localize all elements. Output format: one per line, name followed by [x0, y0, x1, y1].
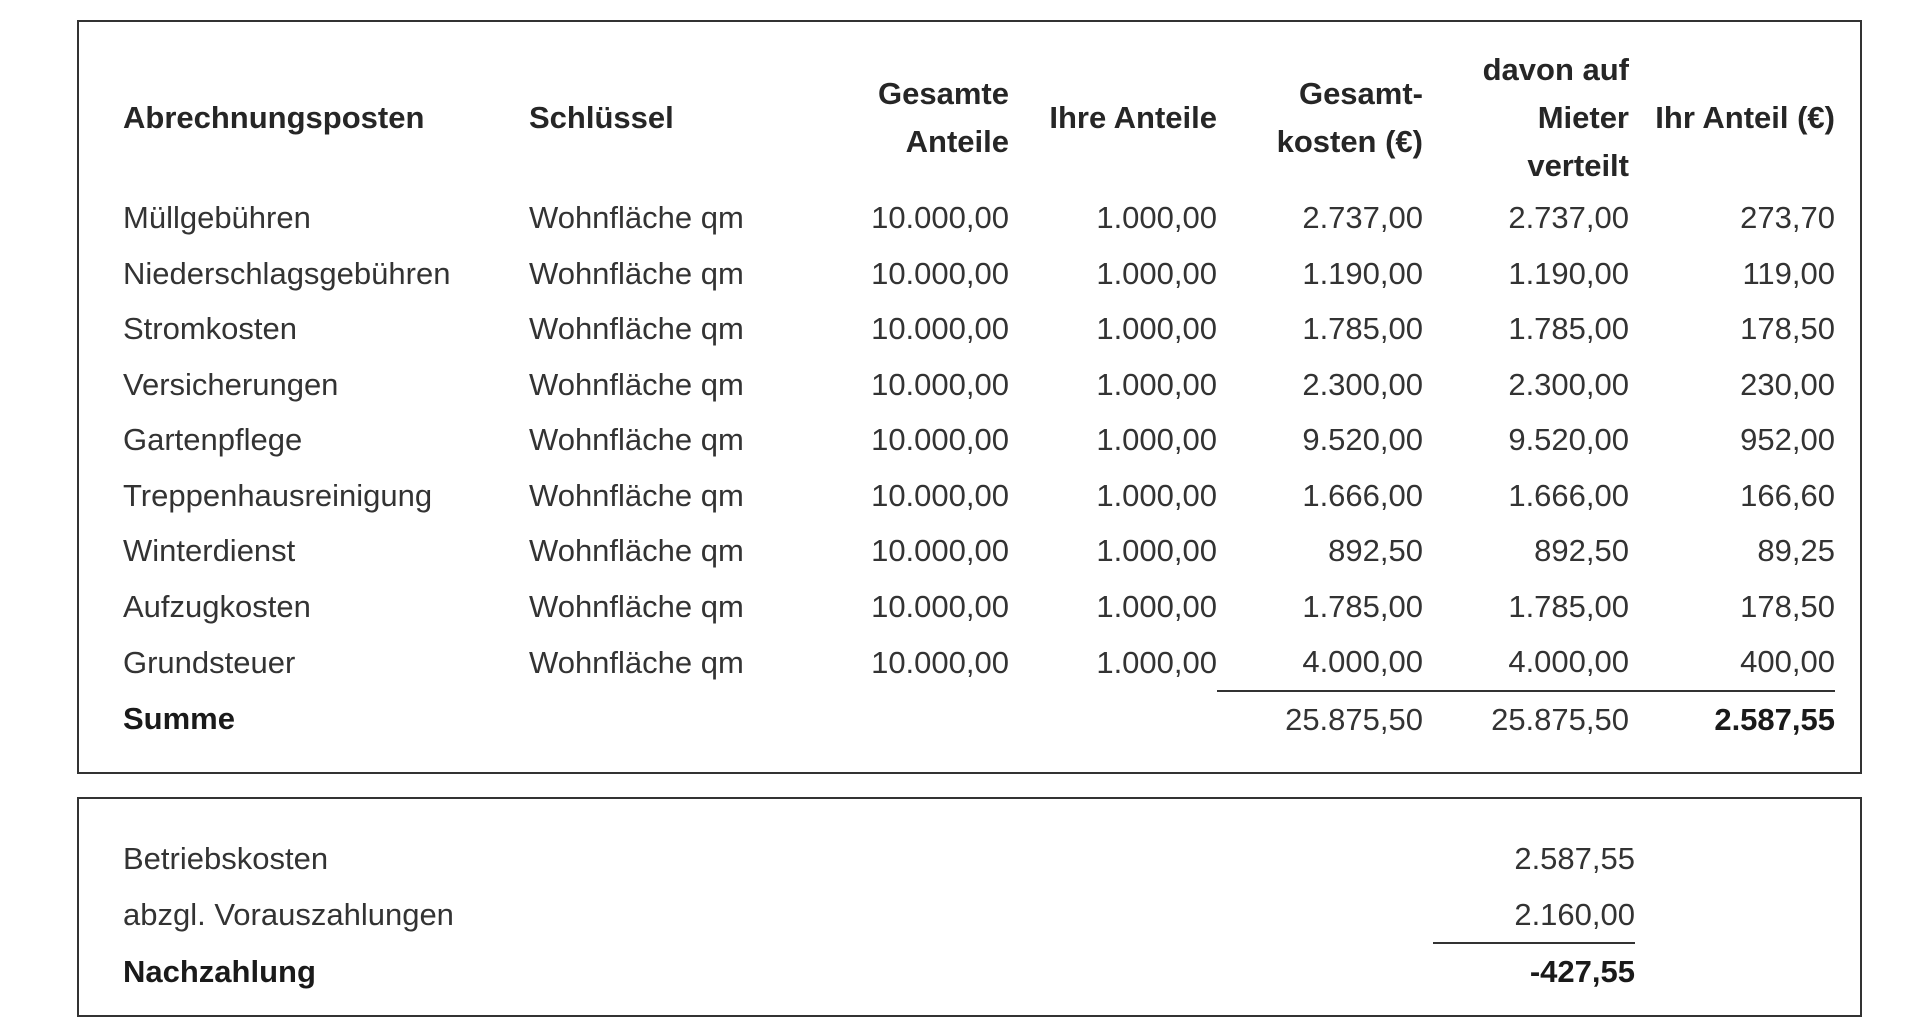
row-gesamte-anteile: 10.000,00: [871, 477, 1009, 513]
betriebskosten-label: Betriebskosten: [123, 841, 329, 876]
sum-mieter-verteilt: 25.875,50: [1491, 701, 1629, 737]
header-mieter-verteilt-line2: Mieter: [1537, 100, 1629, 135]
row-schluessel: Wohnfläche qm: [529, 588, 744, 624]
row-ihre-anteile: 1.000,00: [1096, 366, 1217, 402]
row-ihre-anteile: 1.000,00: [1096, 588, 1217, 624]
sum-gesamtkosten: 25.875,50: [1285, 701, 1423, 737]
row-ihre-anteile: 1.000,00: [1096, 200, 1217, 235]
header-mieter-verteilt: [1423, 46, 1629, 190]
table-row: [123, 468, 1835, 524]
header-abrechnungsposten: Abrechnungsposten: [123, 100, 425, 135]
row-gesamte-anteile: 10.000,00: [871, 533, 1009, 568]
row-ihr-anteil: 166,60: [1740, 477, 1835, 513]
nachzahlung-label: Nachzahlung: [123, 953, 316, 989]
row-gesamte-anteile: 10.000,00: [871, 422, 1009, 457]
table-header-row: [123, 46, 1835, 190]
row-gesamtkosten: 1.666,00: [1302, 477, 1423, 513]
sum-empty-cell: [809, 691, 1009, 748]
row-gesamtkosten: 9.520,00: [1302, 422, 1423, 457]
table-body: [123, 190, 1835, 691]
row-posten: Treppenhausreinigung: [123, 477, 433, 513]
header-mieter-verteilt-line1: davon auf: [1482, 52, 1629, 87]
row-ihre-anteile: 1.000,00: [1096, 255, 1217, 291]
row-schluessel: Wohnfläche qm: [529, 366, 744, 402]
row-ihr-anteil: 178,50: [1740, 588, 1835, 624]
cost-table-box: [77, 20, 1862, 774]
header-gesamte-anteile-line1: Gesamte: [878, 76, 1009, 111]
summary-row-betriebskosten: [123, 831, 1635, 887]
row-ihre-anteile: 1.000,00: [1096, 311, 1217, 346]
header-gesamtkosten-line1: Gesamt-: [1298, 76, 1423, 111]
row-mieter-verteilt: 9.520,00: [1508, 422, 1629, 457]
row-posten: Stromkosten: [123, 311, 298, 346]
row-schluessel: Wohnfläche qm: [529, 644, 744, 680]
header-gesamtkosten-line2: kosten (€): [1276, 124, 1423, 159]
table-row: [123, 190, 1835, 246]
row-posten: Grundsteuer: [123, 644, 296, 680]
sum-ihr-anteil: 2.587,55: [1714, 701, 1835, 737]
row-gesamtkosten: 1.785,00: [1302, 311, 1423, 346]
table-row: [123, 523, 1835, 579]
row-mieter-verteilt: 2.737,00: [1508, 200, 1629, 235]
row-schluessel: Wohnfläche qm: [529, 422, 744, 457]
row-mieter-verteilt: 2.300,00: [1508, 366, 1629, 402]
table-row: [123, 246, 1835, 302]
summary-row-nachzahlung: [123, 943, 1635, 1000]
row-ihr-anteil: 952,00: [1740, 422, 1835, 457]
summary-box: [77, 797, 1862, 1017]
row-gesamte-anteile: 10.000,00: [871, 255, 1009, 291]
row-ihr-anteil: 119,00: [1742, 255, 1835, 291]
summary-table: [123, 831, 1635, 1000]
header-gesamte-anteile-line2: Anteile: [905, 124, 1009, 159]
betriebskosten-value: 2.587,55: [1514, 841, 1635, 876]
row-ihr-anteil: 273,70: [1740, 200, 1835, 235]
row-posten: Gartenpflege: [123, 422, 303, 457]
table-row: [123, 634, 1835, 691]
cost-table: [123, 46, 1835, 747]
table-row: [123, 579, 1835, 635]
header-gesamte-anteile: [809, 46, 1009, 190]
row-schluessel: Wohnfläche qm: [529, 477, 744, 513]
row-mieter-verteilt: 1.666,00: [1508, 477, 1629, 513]
row-gesamte-anteile: 10.000,00: [871, 200, 1009, 235]
row-ihre-anteile: 1.000,00: [1096, 422, 1217, 457]
row-gesamte-anteile: 10.000,00: [871, 311, 1009, 346]
row-schluessel: Wohnfläche qm: [529, 255, 744, 291]
header-schluessel: Schlüssel: [529, 100, 674, 135]
row-schluessel: Wohnfläche qm: [529, 533, 744, 568]
row-schluessel: Wohnfläche qm: [529, 200, 744, 235]
header-ihre-anteile: Ihre Anteile: [1049, 100, 1217, 135]
table-row: [123, 301, 1835, 357]
vorauszahlungen-label: abzgl. Vorauszahlungen: [123, 897, 454, 932]
row-mieter-verteilt: 1.785,00: [1508, 588, 1629, 624]
row-gesamtkosten: 1.190,00: [1302, 255, 1423, 291]
row-ihr-anteil: 178,50: [1740, 311, 1835, 346]
sum-empty-cell: [1009, 691, 1217, 748]
row-ihre-anteile: 1.000,00: [1096, 644, 1217, 680]
row-mieter-verteilt: 1.785,00: [1508, 311, 1629, 346]
vorauszahlungen-value: 2.160,00: [1433, 887, 1635, 944]
header-mieter-verteilt-line3: verteilt: [1527, 148, 1629, 183]
row-posten: Aufzugkosten: [123, 588, 311, 624]
sum-row: [123, 691, 1835, 748]
row-gesamtkosten: 2.300,00: [1302, 366, 1423, 402]
row-schluessel: Wohnfläche qm: [529, 311, 744, 346]
row-ihre-anteile: 1.000,00: [1096, 477, 1217, 513]
row-gesamte-anteile: 10.000,00: [871, 588, 1009, 624]
row-gesamtkosten: 1.785,00: [1302, 588, 1423, 624]
summary-row-vorauszahlungen: [123, 887, 1635, 944]
row-mieter-verteilt: 4.000,00: [1423, 634, 1629, 691]
row-posten: Winterdienst: [123, 533, 296, 568]
row-gesamtkosten: 4.000,00: [1217, 634, 1423, 691]
table-row: [123, 357, 1835, 413]
header-ihr-anteil: Ihr Anteil (€): [1655, 100, 1835, 135]
row-ihr-anteil: 89,25: [1757, 533, 1835, 568]
row-gesamtkosten: 2.737,00: [1302, 200, 1423, 235]
sum-label: Summe: [123, 701, 235, 736]
row-gesamtkosten: 892,50: [1328, 533, 1423, 568]
row-mieter-verteilt: 892,50: [1534, 533, 1629, 568]
row-ihre-anteile: 1.000,00: [1096, 533, 1217, 568]
nachzahlung-value: -427,55: [1529, 954, 1635, 989]
row-mieter-verteilt: 1.190,00: [1508, 255, 1629, 291]
row-gesamte-anteile: 10.000,00: [871, 644, 1009, 680]
row-ihr-anteil: 230,00: [1740, 366, 1835, 402]
row-posten: Niederschlagsgebühren: [123, 255, 451, 291]
table-row: [123, 412, 1835, 468]
row-gesamte-anteile: 10.000,00: [871, 366, 1009, 402]
row-posten: Versicherungen: [123, 366, 339, 402]
row-posten: Müllgebühren: [123, 200, 311, 235]
sum-empty-cell: [529, 691, 809, 748]
header-gesamtkosten: [1217, 46, 1423, 190]
row-ihr-anteil: 400,00: [1629, 634, 1835, 691]
